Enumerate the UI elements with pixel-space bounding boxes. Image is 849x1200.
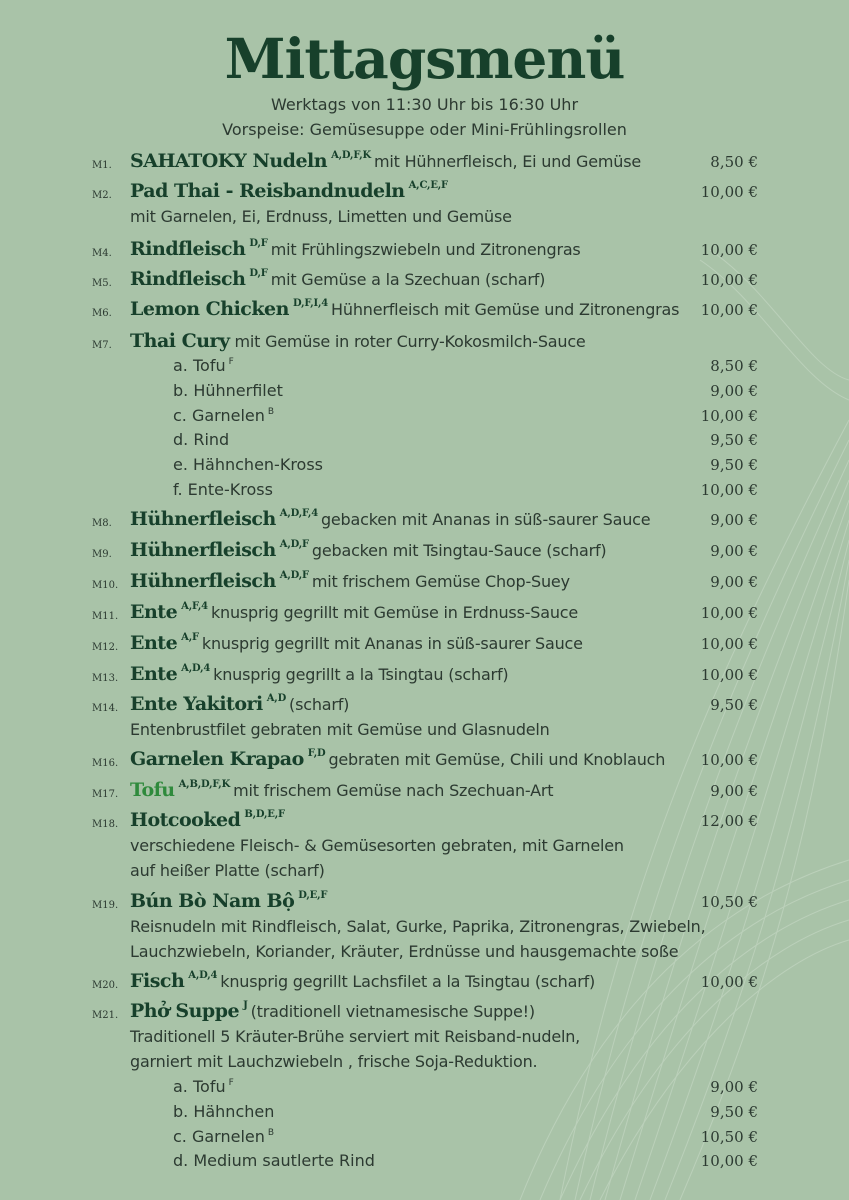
item-line <box>130 809 288 831</box>
item-price: 8,50 € <box>710 153 758 171</box>
lunch-hours: Werktags von 11:30 Uhr bis 16:30 Uhr <box>270 95 579 114</box>
item-name: Ente <box>130 632 178 654</box>
menu-item-row <box>0 630 849 656</box>
item-line <box>130 268 545 290</box>
item-name: Hotcooked <box>130 809 241 831</box>
menu-item-row <box>0 998 849 1024</box>
item-line <box>130 601 578 623</box>
item-name: Garnelen Krapao <box>130 748 304 770</box>
item-allergens: D,F,I,4 <box>292 298 329 309</box>
item-code: M14. <box>92 703 119 714</box>
item-description: mit Hühnerfleisch, Ei und Gemüse <box>373 152 641 171</box>
item-code: M17. <box>92 789 119 800</box>
menu-item-row <box>0 568 849 594</box>
item-name: Bún Bò Nam Bộ <box>130 890 295 912</box>
item-code: M11. <box>92 611 119 622</box>
item-option: a. Tofu $^F$ <box>173 356 234 375</box>
item-allergens: A,D,F <box>279 570 309 581</box>
item-code: M8. <box>92 518 112 529</box>
item-price: 10,00 € <box>700 666 758 684</box>
menu-item-row <box>0 777 849 803</box>
item-code: M18. <box>92 819 119 830</box>
item-option: c. Garnelen $^B$ <box>173 1126 275 1146</box>
item-allergens: D,F <box>249 268 268 279</box>
item-line <box>130 150 641 172</box>
item-line <box>130 570 570 592</box>
item-name: Rindfleisch <box>130 268 246 290</box>
item-price: 10,00 € <box>700 183 758 201</box>
menu-item-row <box>0 888 849 914</box>
item-allergens: B,D,E,F <box>244 809 285 820</box>
option-price: 9,00 € <box>710 1078 758 1096</box>
option-price: 10,00 € <box>700 1152 758 1171</box>
item-price: 10,00 € <box>700 241 758 259</box>
item-code: M1. <box>92 160 112 171</box>
menu-item-row <box>0 506 849 532</box>
item-description: gebacken mit Ananas in süß-saurer Sauce <box>320 510 651 529</box>
item-detail-line: auf heißer Platte (scharf) <box>130 861 325 880</box>
item-description: knusprig gegrillt mit Gemüse in Erdnuss-Sauce <box>210 603 579 622</box>
item-code: M4. <box>92 248 112 259</box>
item-name: Phở Suppe <box>130 1000 240 1022</box>
item-code: M5. <box>92 278 112 289</box>
item-code: M21. <box>92 1010 119 1021</box>
item-option: e. Hähnchen-Kross <box>173 455 324 475</box>
item-line <box>130 180 451 202</box>
item-allergens: A,C,E,F <box>408 180 448 191</box>
item-allergens: A,F,4 <box>181 601 208 612</box>
item-code: M19. <box>92 900 119 911</box>
item-code: M9. <box>92 549 112 560</box>
item-allergens: D,F <box>249 238 268 249</box>
item-description: knusprig gegrillt Lachsfilet a la Tsingtau (scharf) <box>220 972 596 991</box>
item-allergens: F,D <box>307 748 326 759</box>
option-price: 9,00 € <box>710 381 758 400</box>
item-name: Ente <box>130 601 178 623</box>
item-option: d. Rind <box>173 430 230 450</box>
item-line <box>130 539 606 561</box>
item-name: Rindfleisch <box>130 238 246 260</box>
item-name: Thai Cury <box>130 330 230 352</box>
item-code: M13. <box>92 673 119 684</box>
item-name: Pad Thai - Reisbandnudeln <box>130 180 405 202</box>
item-allergens: A,D,4 <box>181 663 211 674</box>
item-name: Ente Yakitori <box>130 693 263 715</box>
item-allergens: A,D <box>266 693 287 704</box>
item-price: 9,00 € <box>710 542 758 560</box>
item-allergens: A,D,F <box>279 539 309 550</box>
item-name: Hühnerfleisch <box>130 539 276 561</box>
menu-title: Mittagsmenü <box>224 26 625 91</box>
item-line <box>130 238 581 260</box>
item-name: Hühnerfleisch <box>130 508 276 530</box>
item-detail-line: garniert mit Lauchzwiebeln , frische Soja-Reduktion. <box>130 1052 538 1071</box>
option-allergen: B <box>267 406 275 417</box>
item-detail-line: Lauchzwiebeln, Koriander, Kräuter, Erdnüsse und hausgemachte soße <box>130 942 679 961</box>
option-allergen: F <box>228 1078 234 1088</box>
item-price: 10,00 € <box>700 604 758 622</box>
item-price: 9,00 € <box>710 573 758 591</box>
item-detail-line: verschiedene Fleisch- & Gemüsesorten gebraten, mit Garnelen <box>130 836 624 855</box>
item-description: (traditionell vietnamesische Suppe!) <box>250 1002 535 1021</box>
item-allergens: D,E,F <box>298 890 328 901</box>
item-line <box>130 298 679 320</box>
option-price: 9,50 € <box>710 456 758 475</box>
menu-item-row <box>0 266 849 292</box>
item-name: Fisch <box>130 970 185 992</box>
item-name: Ente <box>130 663 178 685</box>
item-allergens: J <box>243 1000 248 1011</box>
menu-item-row <box>0 968 849 994</box>
option-price: 10,00 € <box>700 406 758 425</box>
item-description: mit frischem Gemüse nach Szechuan-Art <box>233 781 554 800</box>
item-allergens: A,B,D,F,K <box>178 779 231 790</box>
item-allergens: A,F <box>181 632 199 643</box>
item-detail-line: Traditionell 5 Kräuter-Brühe serviert mit Reisband-nudeln, <box>130 1027 581 1046</box>
item-option: a. Tofu $^F$ <box>173 1077 234 1096</box>
item-description: gebraten mit Gemüse, Chili und Knoblauch <box>328 750 666 769</box>
item-line <box>130 1000 535 1022</box>
item-code: M10. <box>92 580 119 591</box>
item-price: 10,00 € <box>700 635 758 653</box>
item-line <box>130 970 595 992</box>
item-option: f. Ente-Kross <box>173 480 273 499</box>
item-allergens: A,D,F,K <box>331 150 371 161</box>
item-name: Tofu <box>130 779 175 801</box>
menu-item-row <box>0 661 849 687</box>
item-name: Hühnerfleisch <box>130 570 276 592</box>
menu-item-row <box>0 537 849 563</box>
item-line <box>130 330 586 352</box>
menu-item-row <box>0 328 849 354</box>
item-price: 10,00 € <box>700 271 758 289</box>
item-name: SAHATOKY Nudeln <box>130 150 328 172</box>
item-price: 9,00 € <box>710 782 758 800</box>
item-code: M2. <box>92 190 112 201</box>
item-price: 9,50 € <box>710 696 758 714</box>
menu-item-row <box>0 236 849 262</box>
item-price: 10,00 € <box>700 301 758 319</box>
option-price: 10,00 € <box>700 481 758 499</box>
item-detail-line: mit Garnelen, Ei, Erdnuss, Limetten und Gemüse <box>130 207 512 226</box>
item-line <box>130 693 349 715</box>
menu-item-row <box>0 807 849 833</box>
menu-item-row <box>0 178 849 204</box>
item-description: mit Frühlingszwiebeln und Zitronengras <box>270 240 581 259</box>
item-description: gebacken mit Tsingtau-Sauce (scharf) <box>311 541 607 560</box>
item-code: M16. <box>92 758 119 769</box>
option-price: 10,50 € <box>700 1127 758 1146</box>
item-description: (scharf) <box>289 695 350 714</box>
item-description: knusprig gegrillt mit Ananas in süß-saurer Sauce <box>201 634 583 653</box>
item-allergens: A,D,4 <box>188 970 218 981</box>
menu-item-row <box>0 148 849 174</box>
item-code: M20. <box>92 980 119 991</box>
option-allergen: B <box>267 1127 275 1138</box>
item-option: d. Medium sautlerte Rind <box>173 1151 375 1171</box>
menu-item-row <box>0 746 849 772</box>
menu-item-row <box>0 599 849 625</box>
item-name: Lemon Chicken <box>130 298 289 320</box>
item-code: M7. <box>92 340 112 351</box>
starter-info: Vorspeise: Gemüsesuppe oder Mini-Frühlingsrollen <box>222 120 627 139</box>
item-description: mit Gemüse a la Szechuan (scharf) <box>270 270 546 289</box>
option-allergen: F <box>228 357 234 367</box>
item-option: b. Hühnerfilet <box>173 380 283 400</box>
item-code: M6. <box>92 308 112 319</box>
item-line <box>130 890 330 912</box>
option-price: 8,50 € <box>710 357 758 375</box>
item-detail-line: Reisnudeln mit Rindfleisch, Salat, Gurke, Paprika, Zitronengras, Zwiebeln, <box>130 917 706 936</box>
menu-item-row <box>0 296 849 322</box>
item-line <box>130 663 508 685</box>
item-description: mit Gemüse in roter Curry-Kokosmilch-Sauce <box>234 332 586 351</box>
item-description: knusprig gegrillt a la Tsingtau (scharf) <box>213 665 509 684</box>
item-option: b. Hähnchen <box>173 1101 275 1121</box>
item-line <box>130 779 553 801</box>
option-price: 9,50 € <box>710 1102 758 1121</box>
item-price: 9,00 € <box>710 511 758 529</box>
item-line <box>130 632 583 654</box>
item-description: mit frischem Gemüse Chop-Suey <box>311 572 570 591</box>
item-code: M12. <box>92 642 119 653</box>
item-description: Hühnerfleisch mit Gemüse und Zitronengras <box>331 300 680 319</box>
item-allergens: A,D,F,4 <box>279 508 318 519</box>
item-detail-line: Entenbrustfilet gebraten mit Gemüse und Glasnudeln <box>130 720 550 739</box>
item-price: 10,50 € <box>700 893 758 911</box>
item-line <box>130 508 650 530</box>
option-price: 9,50 € <box>710 431 758 450</box>
item-price: 10,00 € <box>700 751 758 769</box>
item-price: 10,00 € <box>700 973 758 991</box>
item-line <box>130 748 665 770</box>
menu-item-row <box>0 691 849 717</box>
item-option: c. Garnelen $^B$ <box>173 405 275 425</box>
item-price: 12,00 € <box>700 812 758 830</box>
